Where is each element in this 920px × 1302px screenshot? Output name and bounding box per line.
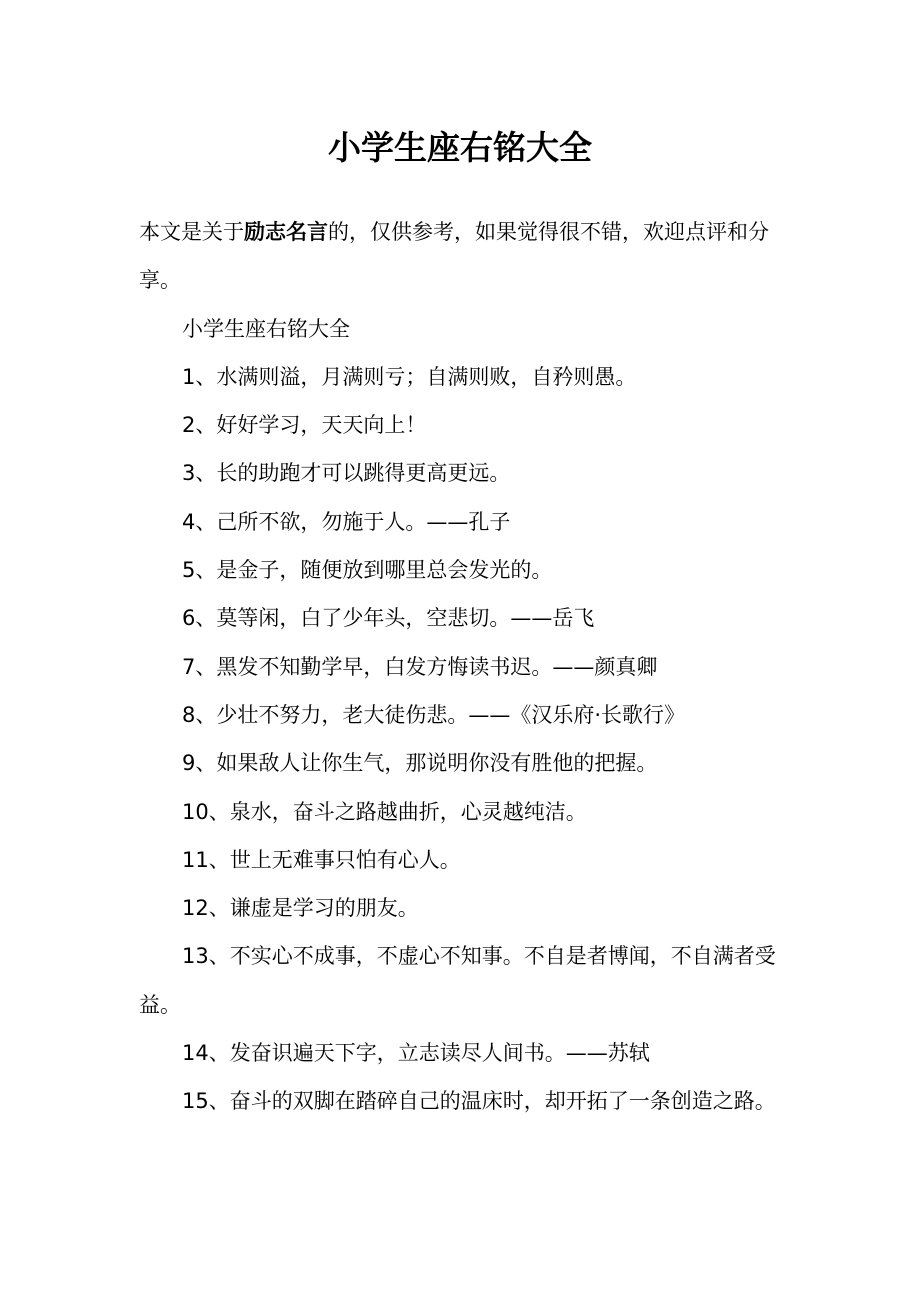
intro-suffix: 的，仅供参考，如果觉得很不错，欢迎点评和分享。	[139, 220, 769, 293]
document-body	[139, 208, 789, 1126]
intro-paragraph	[139, 208, 789, 305]
list-item: 1、水满则溢，月满则亏；自满则败，自矜则愚。	[182, 364, 637, 389]
list-item: 11、世上无难事只怕有心人。	[182, 847, 461, 872]
list-item: 7、黑发不知勤学早，白发方悔读书迟。——颜真卿	[182, 654, 658, 679]
list-item: 8、少壮不努力，老大徒伤悲。——《汉乐府·长歌行》	[182, 702, 686, 727]
list-item: 12、谦虚是学习的朋友。	[182, 896, 419, 921]
list-item: 15、奋斗的双脚在踏碎自己的温床时，却开拓了一条创造之路。	[182, 1089, 776, 1114]
intro-prefix: 本文是关于	[139, 220, 244, 244]
list-item: 2、好好学习，天天向上！	[182, 413, 427, 438]
list-item: 4、己所不欲，勿施于人。——孔子	[182, 509, 511, 534]
intro-bold-keyword: 励志名言	[244, 220, 328, 244]
list-item: 5、是金子，随便放到哪里总会发光的。	[182, 558, 553, 583]
list-item: 13、不实心不成事，不虚心不知事。不自是者博闻，不自满者受益。	[139, 944, 776, 1017]
list-item: 10、泉水，奋斗之路越曲折，心灵越纯洁。	[182, 799, 587, 824]
list-item: 9、如果敌人让你生气，那说明你没有胜他的把握。	[182, 751, 658, 776]
list-item: 14、发奋识遍天下字，立志读尽人间书。——苏轼	[182, 1041, 650, 1066]
list-item: 6、莫等闲，白了少年头，空悲切。——岳飞	[182, 606, 595, 631]
document-title: 小学生座右铭大全	[328, 128, 592, 167]
section-subtitle: 小学生座右铭大全	[182, 316, 350, 341]
list-item: 3、长的助跑才可以跳得更高更远。	[182, 461, 511, 486]
